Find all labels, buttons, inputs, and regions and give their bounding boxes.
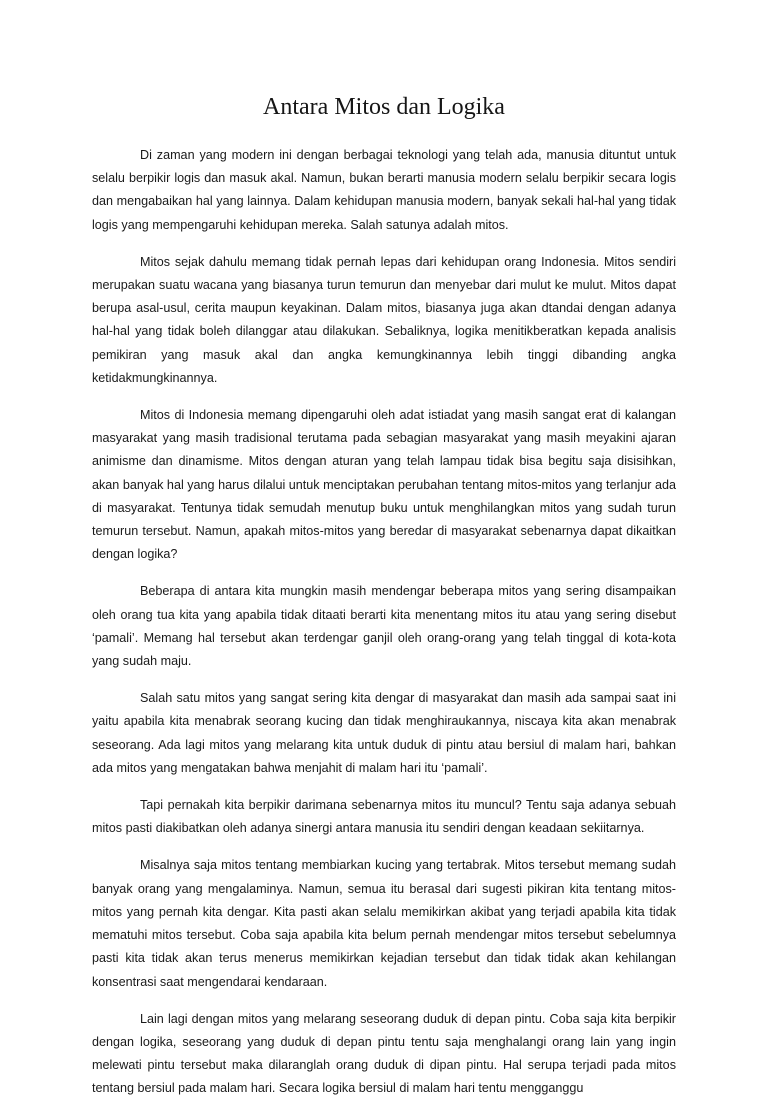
document-title: Antara Mitos dan Logika	[263, 94, 505, 120]
paragraph-4: Beberapa di antara kita mungkin masih mendengar beberapa mitos yang sering disampaikan oleh orang tua kita yang apabila tidak ditaati berarti kita menentang mitos itu atau yang sering disebut ‘pamali’. Memang hal tersebut akan terdengar ganjil oleh orang-orang yang telah tinggal di kota-kota yang sudah maju.	[92, 584, 676, 669]
paragraph-3: Mitos di Indonesia memang dipengaruhi oleh adat istiadat yang masih sangat erat di kalangan masyarakat yang masih tradisional terutama pada sebagian masyarakat yang masih meyakini ajaran animisme dan dinamisme. Mitos dengan aturan yang telah lampau tidak bisa begitu saja disisihkan, akan banyak hal yang harus dilalui untuk menciptakan perubahan tentang mitos-mitos yang terlanjur ada di masyarakat. Tentunya tidak semudah menutup buku untuk menghilangkan mitos yang sudah turun temurun tersebut. Namun, apakah mitos-mitos yang beredar di masyarakat sebenarnya dapat dikaitkan dengan logika?	[92, 408, 676, 562]
paragraph-5: Salah satu mitos yang sangat sering kita dengar di masyarakat dan masih ada sampai saat ini yaitu apabila kita menabrak seorang kucing dan tidak menghiraukannya, niscaya kita akan menabrak seseorang. Ada lagi mitos yang melarang kita untuk duduk di pintu atau bersiul di malam hari, bahkan ada mitos yang mengatakan bahwa menjahit di malam hari itu ‘pamali’.	[92, 691, 676, 775]
paragraph-1: Di zaman yang modern ini dengan berbagai teknologi yang telah ada, manusia dituntut untuk selalu berpikir logis dan masuk akal. Namun, bukan berarti manusia modern selalu berpikir secara logis dan mengabaikan hal yang lainnya. Dalam kehidupan manusia modern, banyak sekali hal-hal yang tidak logis yang mempengaruhi kehidupan mereka. Salah satunya adalah mitos.	[92, 148, 676, 232]
paragraph-7: Misalnya saja mitos tentang membiarkan kucing yang tertabrak. Mitos tersebut memang sudah banyak orang yang mengalaminya. Namun, semua itu berasal dari sugesti pikiran kita tentang mitos-mitos yang pernah kita dengar. Kita pasti akan selalu memikirkan akibat yang terjadi apabila kita tidak mematuhi mitos tersebut. Coba saja apabila kita belum pernah mendengar mitos tersebut sebelumnya pasti kita tidak akan terus menerus memikirkan kejadian tersebut dan tidak tidak akan kehilangan konsentrasi saat mengendarai kendaraan.	[92, 858, 676, 989]
paragraph-6: Tapi pernakah kita berpikir darimana sebenarnya mitos itu muncul? Tentu saja adanya sebuah mitos pasti diakibatkan oleh adanya sinergi antara manusia itu sendiri dengan keadaan sekiitarnya.	[92, 798, 676, 836]
paragraph-8: Lain lagi dengan mitos yang melarang seseorang duduk di depan pintu. Coba saja kita berpikir dengan logika, seseorang yang duduk di depan pintu tentu saja menghalangi orang lain yang ingin melewati pintu tersebut maka dilaranglah orang duduk di dipan pintu. Hal serupa terjadi pada mitos tentang bersiul pada malam hari. Secara logika bersiul di malam hari tentu mengganggu	[92, 1011, 676, 1096]
paragraph-2: Mitos sejak dahulu memang tidak pernah lepas dari kehidupan orang Indonesia. Mitos sendiri merupakan suatu wacana yang biasanya turun temurun dan menyebar dari mulut ke mulut. Mitos dapat berupa asal-usul, cerita maupun keyakinan. Dalam mitos, biasanya juga akan dtandai dengan adanya hal-hal yang tidak boleh dilanggar atau dilakukan. Sebaliknya, logika menitikberatkan kepada analisis pemikiran yang masuk akal dan angka kemungkinannya lebih tinggi dibanding angka ketidakmungkinannya.	[92, 254, 676, 385]
